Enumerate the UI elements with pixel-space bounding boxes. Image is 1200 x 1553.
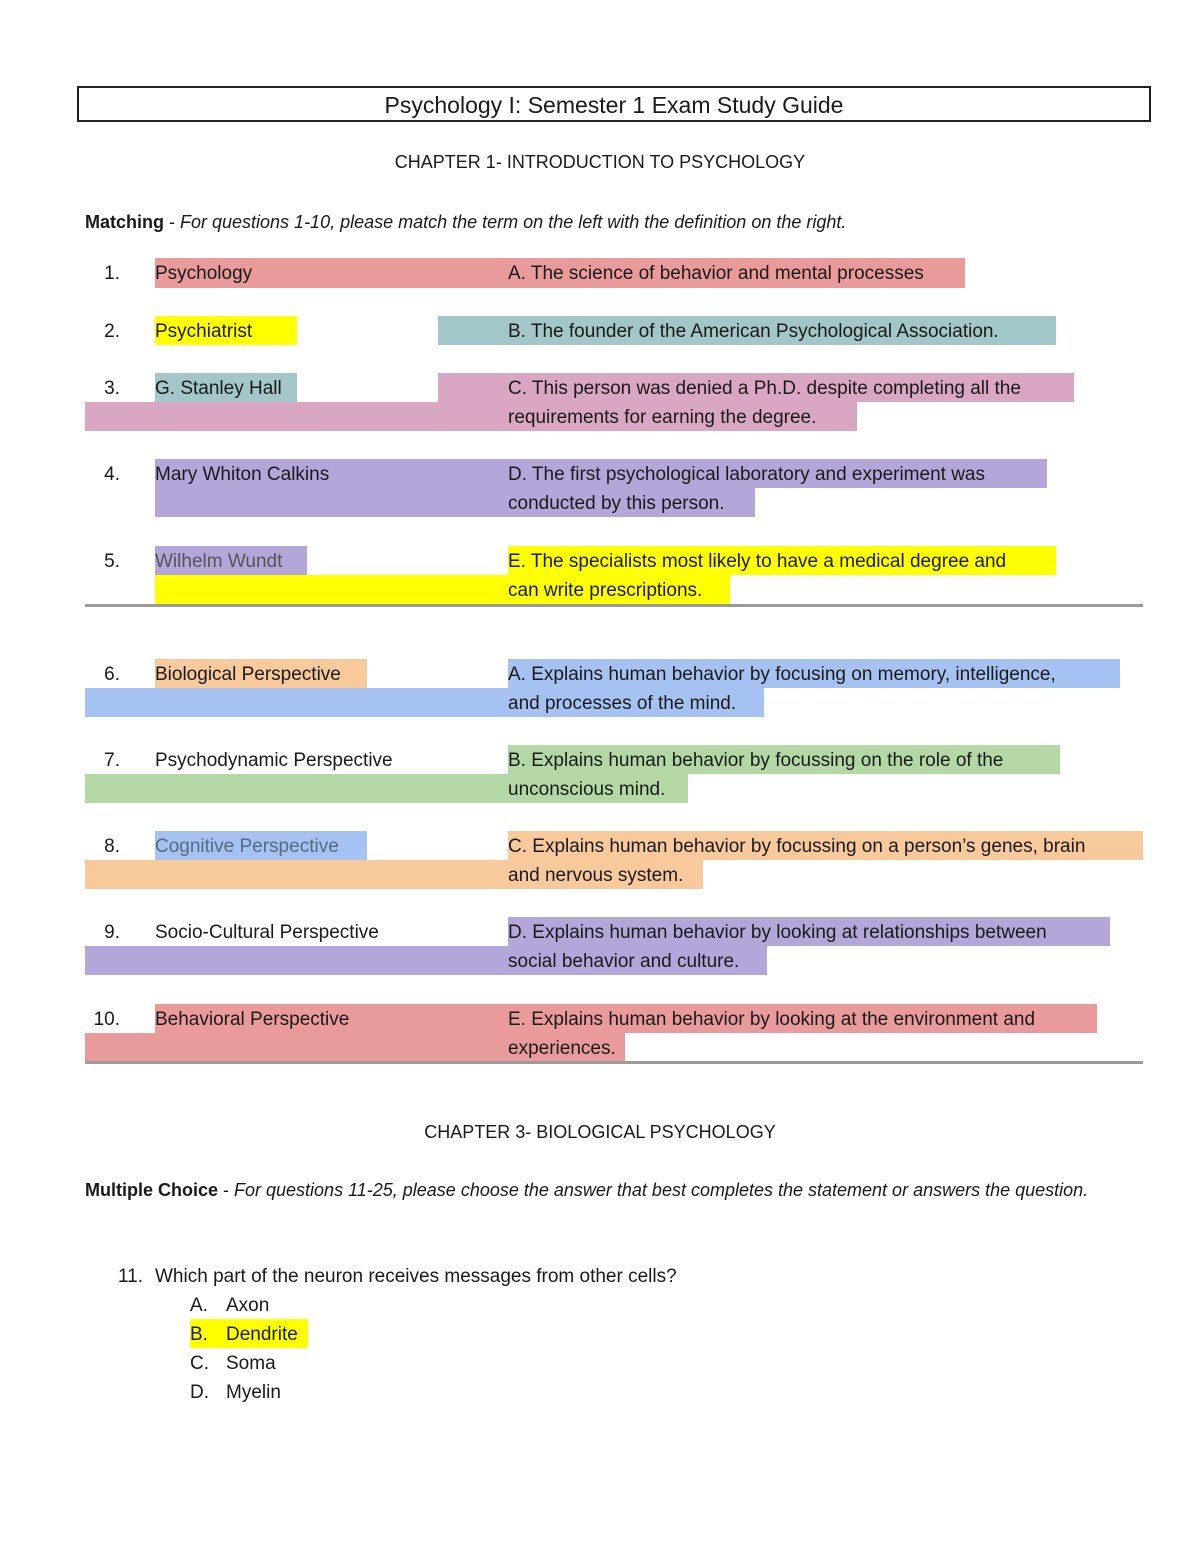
option-c: C. Soma (190, 1353, 276, 1374)
option-d: D. Myelin (190, 1382, 281, 1403)
definition: D. Explains human behavior by looking at relationships between (508, 922, 1047, 943)
definition: C. Explains human behavior by focussing on a person’s genes, brain (508, 836, 1086, 857)
instructions-label: Multiple Choice (85, 1180, 219, 1200)
definition-continued: experiences. (508, 1038, 616, 1059)
definition-continued: and processes of the mind. (508, 693, 737, 714)
term: Wilhelm Wundt (155, 551, 283, 572)
definition-continued: conducted by this person. (508, 493, 725, 514)
term: G. Stanley Hall (155, 378, 282, 399)
section-divider (85, 604, 1143, 607)
term: Behavioral Perspective (155, 1009, 350, 1030)
section-divider (85, 1061, 1143, 1064)
term: Psychodynamic Perspective (155, 750, 393, 771)
definition: A. Explains human behavior by focusing on memory, intelligence, (508, 664, 1056, 685)
definition-continued: and nervous system. (508, 865, 684, 886)
instructions-text: For questions 1-10, please match the term on the left with the definition on the right. (180, 212, 847, 232)
definition: C. This person was denied a Ph.D. despite completing all the (508, 378, 1021, 399)
option-b-selected: B. Dendrite (190, 1324, 298, 1345)
definition: B. Explains human behavior by focussing on the role of the (508, 750, 1004, 771)
definition: B. The founder of the American Psychological Association. (508, 321, 999, 342)
definition-continued: social behavior and culture. (508, 951, 740, 972)
definition: E. Explains human behavior by looking at the environment and (508, 1009, 1036, 1030)
definition: E. The specialists most likely to have a medical degree and (508, 551, 1007, 572)
definition-continued: requirements for earning the degree. (508, 407, 817, 428)
definition-continued: can write prescriptions. (508, 580, 703, 601)
term: Psychiatrist (155, 321, 253, 342)
term: Socio-Cultural Perspective (155, 922, 379, 943)
matching-instructions: Matching - For questions 1-10, please match the term on the left with the definition on the right. (85, 212, 847, 232)
term: Psychology (155, 263, 253, 284)
definition: D. The first psychological laboratory and experiment was (508, 464, 985, 485)
document-title: Psychology I: Semester 1 Exam Study Guide (77, 86, 1151, 122)
question-text: Which part of the neuron receives messages from other cells? (155, 1266, 677, 1287)
instructions-text: For questions 11-25, please choose the answer that best completes the statement or answers the question. (234, 1180, 1089, 1200)
term: Biological Perspective (155, 664, 341, 685)
instructions-label: Matching (85, 212, 164, 232)
term: Mary Whiton Calkins (155, 464, 330, 485)
chapter-3-heading: CHAPTER 3- BIOLOGICAL PSYCHOLOGY (424, 1122, 776, 1142)
multiple-choice-instructions: Multiple Choice - For questions 11-25, please choose the answer that best completes the statement or answers the question. (85, 1180, 1089, 1200)
option-a: A. Axon (190, 1295, 270, 1316)
term: Cognitive Perspective (155, 836, 339, 857)
definition-continued: unconscious mind. (508, 779, 666, 800)
chapter-1-heading: CHAPTER 1- INTRODUCTION TO PSYCHOLOGY (394, 152, 806, 172)
definition: A. The science of behavior and mental processes (508, 263, 924, 284)
